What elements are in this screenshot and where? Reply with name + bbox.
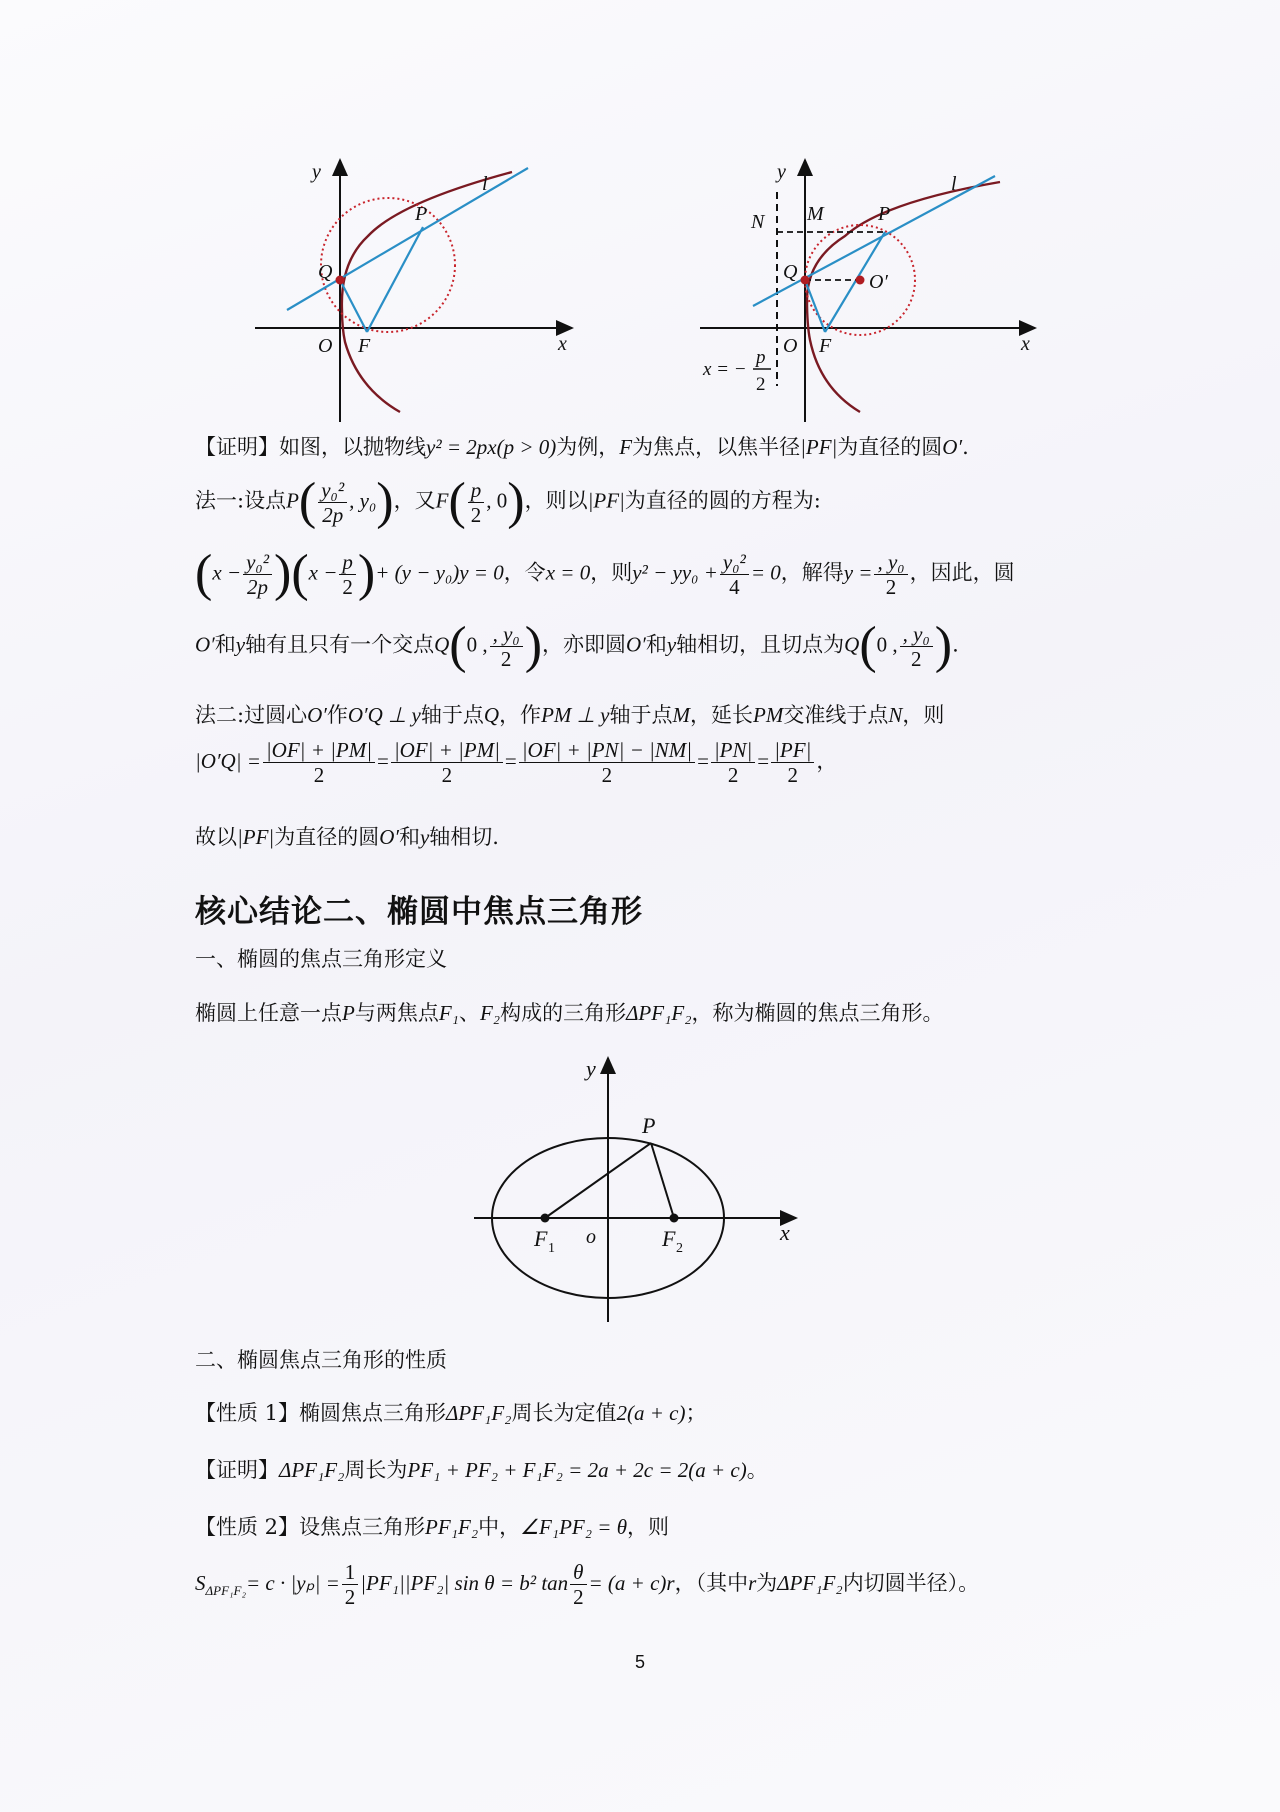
label-F1-sub: 1 (548, 1241, 555, 1256)
segment-QF (340, 280, 367, 332)
ellipse-figure (470, 1050, 810, 1330)
label-P: P (415, 203, 428, 225)
paren: ( (448, 473, 466, 530)
label-l: l (951, 173, 957, 195)
math: ΔPF₁F₂ (626, 1001, 692, 1025)
math: y = (843, 560, 873, 585)
text: ， (816, 749, 838, 773)
math: PF₁F₂ (425, 1515, 479, 1539)
math: 0 , (876, 632, 898, 657)
text: 法二:过圆心 (195, 703, 308, 727)
method1-line3 (195, 617, 959, 674)
fraction: $\frac{|PN|}{2}$ (711, 738, 755, 787)
tangent-line-l (287, 168, 528, 310)
math: ΔPF₁F₂ (279, 1458, 345, 1482)
math: y (666, 632, 677, 657)
label-directrix-p: p (756, 347, 766, 368)
math: F₂ (479, 1001, 501, 1025)
label-F2: F (662, 1226, 676, 1251)
label-l: l (482, 173, 488, 195)
math: O′Q ⊥ y (347, 703, 421, 727)
label-directrix: x = − (703, 359, 747, 380)
math: F₁ (438, 1001, 459, 1025)
math: = c · |yₚ| = (246, 1571, 340, 1595)
fraction: $\frac{\theta}{2}$ (570, 1560, 586, 1609)
math: = (376, 749, 389, 773)
math: |PF| (237, 825, 275, 849)
text: 与两焦点 (354, 1001, 439, 1025)
math: Q (483, 703, 500, 727)
text: 故以 (195, 825, 237, 849)
text: ，则 (902, 703, 945, 727)
paren: ) (357, 545, 376, 602)
text: ，称为椭圆的焦点三角形。 (691, 1001, 944, 1025)
text: 【证明】 (195, 1458, 279, 1482)
point-F2 (670, 1214, 679, 1223)
point-O-prime (856, 276, 865, 285)
text: 、 (458, 1001, 480, 1025)
math: O′ (942, 435, 963, 459)
math: x − (212, 560, 242, 585)
point-F1 (541, 1214, 550, 1223)
text: ，令 (503, 560, 546, 585)
math: O′ (195, 632, 215, 657)
text: 和 (645, 632, 667, 657)
math: ΔPF₁F₂ (446, 1401, 512, 1425)
text: 为例， (556, 435, 620, 459)
fraction: $\frac{|OF| + |PN| - |NM|}{2}$ (519, 738, 695, 787)
text: 【性质 2】设焦点三角形 (195, 1515, 426, 1539)
point-Q (336, 276, 345, 285)
paren: ( (195, 545, 213, 602)
fraction: $\frac{|OF| + |PM|}{2}$ (391, 738, 503, 787)
label-O: O (783, 335, 798, 357)
fraction: $\frac{p}{2}$ (468, 478, 485, 527)
math: |PF₁||PF₂| sin θ = b² tan (360, 1571, 569, 1595)
fraction: $\frac{\text{y₀²}}{4}$ (720, 550, 749, 599)
paren: ) (376, 473, 394, 530)
label-y: y (312, 161, 321, 183)
math: = 0 (750, 560, 781, 585)
text: 为直径的圆 (274, 825, 380, 849)
math: O′ (626, 632, 646, 657)
math: P (342, 1001, 355, 1025)
label-M: M (807, 203, 824, 225)
math: |O′Q| = (195, 749, 261, 773)
math: , 0 (486, 488, 508, 513)
label-F2-sub: 2 (676, 1241, 683, 1256)
label-N: N (751, 211, 765, 233)
label-O: o (586, 1226, 596, 1248)
label-F: F (358, 335, 371, 357)
text: 为焦点，以焦半径 (632, 435, 801, 459)
text: 轴于点 (609, 703, 673, 727)
fraction: $\frac{\text{, y₀}}{2}$ (900, 622, 933, 671)
text: 。 (746, 1458, 768, 1482)
label-y: y (586, 1056, 596, 1081)
text: 轴有且只有一个交点 (245, 632, 435, 657)
text: 椭圆上任意一点 (195, 1001, 342, 1025)
fraction: $\frac{\text{y₀²}}{2p}$ (243, 550, 272, 599)
label-x: x (558, 333, 567, 355)
text: 作 (326, 703, 348, 727)
math: = (697, 749, 709, 773)
math: y² − yy₀ + (632, 560, 718, 585)
math: r (748, 1571, 757, 1595)
math: PF₁ + PF₂ + F₁F₂ = 2a + 2c = 2(a + c) (407, 1458, 747, 1482)
label-O: O (318, 335, 333, 357)
math: ∠F₁PF₂ = θ (520, 1515, 628, 1539)
text: 【证明】如图，以抛物线 (195, 435, 426, 459)
math: |PF| (587, 488, 625, 513)
text: . (952, 632, 959, 657)
label-F1: F (534, 1226, 548, 1251)
label-O-prime: O′ (869, 271, 888, 293)
method2-line1 (195, 700, 944, 730)
text: . (962, 435, 969, 459)
label-y: y (777, 161, 786, 183)
text: 交准线于点 (783, 703, 889, 727)
text: 轴于点 (420, 703, 484, 727)
math: M (672, 703, 690, 727)
proof-intro (195, 432, 969, 462)
math: Q (844, 632, 860, 657)
segment-PF2 (651, 1143, 674, 1218)
text: ，则 (590, 560, 633, 585)
paren: ) (507, 473, 525, 530)
text: 周长为定值 (511, 1401, 617, 1425)
parabola-figure-2 (695, 150, 1040, 425)
subheading-definition: 一、椭圆的焦点三角形定义 (195, 947, 447, 971)
label-Q: Q (318, 261, 333, 283)
math: N (888, 703, 903, 727)
text: 为直径的圆 (837, 435, 943, 459)
math: F (435, 488, 449, 513)
segment-F1P (545, 1143, 651, 1218)
math: PM ⊥ y (541, 703, 610, 727)
math: = (504, 749, 517, 773)
method2-line2 (195, 738, 837, 787)
math: y² = 2px(p > 0) (426, 435, 557, 459)
subheading-properties: 二、椭圆焦点三角形的性质 (195, 1348, 447, 1372)
math: 0 , (466, 632, 488, 657)
paren: ( (298, 473, 317, 530)
label-P: P (878, 203, 891, 225)
math: = (a + c)r (588, 1571, 675, 1595)
text: ，亦即圆 (542, 632, 627, 657)
text: 为直径的圆的方程为: (624, 488, 821, 513)
text: ，因此，圆 (909, 560, 1015, 585)
text: ，则以 (524, 488, 588, 513)
fraction: $\frac{|OF| + |PM|}{2}$ (263, 738, 375, 787)
text: ，（其中 (674, 1571, 749, 1595)
text: ，则 (627, 1515, 670, 1539)
math: Q (434, 632, 450, 657)
label-Q: Q (783, 261, 798, 283)
text: 中， (478, 1515, 521, 1539)
text: ，延长 (690, 703, 753, 727)
math: y (419, 825, 430, 849)
method1-line1 (195, 473, 821, 530)
text: ，解得 (780, 560, 844, 585)
paren: ( (449, 617, 467, 674)
text: 构成的三角形 (500, 1001, 627, 1025)
math: = (757, 749, 770, 773)
method1-line2 (195, 545, 1015, 602)
label-x: x (1021, 333, 1030, 355)
fraction: $\frac{1}{2}$ (342, 1560, 359, 1609)
math: x − (308, 560, 338, 585)
text: ； (685, 1401, 707, 1425)
math: O′ (379, 825, 399, 849)
text: ，作 (499, 703, 542, 727)
math: + (y − y₀)y = 0 (375, 560, 504, 585)
label-directrix-2: 2 (756, 374, 766, 395)
property-2 (195, 1512, 669, 1542)
text: 【性质 1】椭圆焦点三角形 (195, 1401, 447, 1425)
method2-line3 (195, 822, 499, 852)
paren: ( (859, 617, 877, 674)
math: PM (753, 703, 784, 727)
paren: )( (274, 545, 309, 602)
property-1 (195, 1398, 706, 1428)
text: 和 (214, 632, 236, 657)
area-formula (195, 1560, 979, 1609)
page-number: 5 (634, 1652, 645, 1672)
fraction: $\frac{|PF|}{2}$ (771, 738, 814, 787)
property-1-proof (195, 1455, 768, 1485)
label-F: F (819, 335, 832, 357)
text: 为 (756, 1571, 778, 1595)
section-heading: 核心结论二、椭圆中焦点三角形 (195, 894, 643, 930)
math: ΔPF₁F₂ (205, 1583, 246, 1599)
math: |PF| (800, 435, 838, 459)
fraction: $\frac{\text{y₀²}}{2p}$ (318, 478, 347, 527)
segment-PF (367, 227, 423, 332)
fraction: $\frac{p}{2}$ (339, 550, 356, 599)
math: ΔPF₁F₂ (777, 1571, 843, 1595)
fraction: $\frac{\text{, y₀}}{2}$ (490, 622, 523, 671)
text: 轴相切，且切点为 (676, 632, 845, 657)
paren: ) (934, 617, 953, 674)
math: x = 0 (545, 560, 591, 585)
math: y (235, 632, 246, 657)
math: S (195, 1571, 206, 1595)
label-x: x (780, 1220, 790, 1245)
math: O′ (307, 703, 327, 727)
text: 和 (398, 825, 420, 849)
point-Q (801, 276, 810, 285)
math: F (619, 435, 633, 459)
definition-text (195, 998, 944, 1028)
label-P: P (642, 1113, 656, 1138)
parabola-curve (807, 182, 1000, 412)
parabola-figure-1 (250, 150, 590, 425)
text: 法一:设点 (195, 488, 287, 513)
text: 周长为 (344, 1458, 408, 1482)
text: 内切圆半径）。 (842, 1571, 980, 1595)
text: 轴相切. (429, 825, 499, 849)
text: ，又 (393, 488, 436, 513)
math: , y₀ (349, 488, 377, 513)
fraction: $\frac{\text{, y₀}}{2}$ (874, 550, 907, 599)
math: 2(a + c) (616, 1401, 686, 1425)
paren: ) (524, 617, 543, 674)
math: P (286, 488, 299, 513)
